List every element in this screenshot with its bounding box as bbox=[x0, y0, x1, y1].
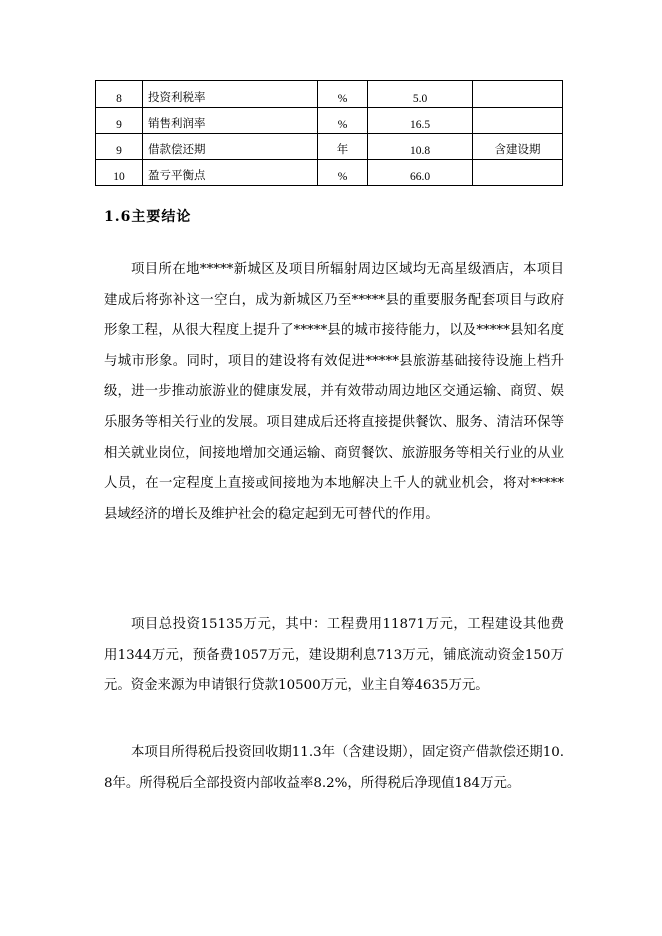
indicator-name-cell: 借款偿还期 bbox=[143, 134, 318, 160]
unit-cell: % bbox=[318, 108, 368, 134]
indicator-name-cell: 盈亏平衡点 bbox=[143, 160, 318, 186]
value-cell: 10.8 bbox=[368, 134, 473, 160]
value-cell: 66.0 bbox=[368, 160, 473, 186]
table-row bbox=[96, 81, 563, 108]
section-heading: 1.6主要结论 bbox=[104, 209, 192, 225]
financial-indicators-table bbox=[95, 80, 563, 186]
payback-paragraph: 本项目所得税后投资回收期11.3年（含建设期），固定资产借款偿还期10.8年。所得税后全部投资内部收益率8.2%，所得税后净现值184万元。 bbox=[104, 745, 564, 791]
row-number-cell: 9 bbox=[96, 134, 143, 160]
note-cell: 含建设期 bbox=[473, 134, 563, 160]
note-cell bbox=[473, 160, 563, 186]
row-number-cell: 8 bbox=[96, 81, 143, 108]
indicator-name-cell: 销售利润率 bbox=[143, 108, 318, 134]
table-row bbox=[96, 108, 563, 134]
table-row bbox=[96, 160, 563, 186]
value-cell: 5.0 bbox=[368, 81, 473, 108]
value-cell: 16.5 bbox=[368, 108, 473, 134]
note-cell bbox=[473, 81, 563, 108]
investment-paragraph: 项目总投资15135万元，其中：工程费用11871万元，工程建设其他费用1344万元，预备费1057万元，建设期利息713万元，铺底流动资金150万元。资金来源为申请银行贷款10500万元，业主自筹4635万元。 bbox=[104, 617, 564, 694]
conclusion-paragraph: 项目所在地*****新城区及项目所辐射周边区域均无高星级酒店，本项目建成后将弥补这一空白，成为新城区乃至*****县的重要服务配套项目与政府形象工程，从很大程度上提升了*****县的城市接待能力，以及*****县知名度与城市形象。同时，项目的建设将有效促进*****县旅游基础接待设施上档升级，进一步推动旅游业的健康发展，并有效带动周边地区交通运输、商贸、娱乐服务等相关行业的发展。项目建成后还将直接提供餐饮、服务、清洁环保等相关就业岗位，间接地增加交通运输、商贸餐饮、旅游服务等相关行业的从业人员，在一定程度上直接或间接地为本地解决上千人的就业机会，将对*****县域经济的增长及维护社会的稳定起到无可替代的作用。 bbox=[104, 262, 564, 522]
row-number-cell: 10 bbox=[96, 160, 143, 186]
row-number-cell: 9 bbox=[96, 108, 143, 134]
indicator-name-cell: 投资利税率 bbox=[143, 81, 318, 108]
table-row bbox=[96, 134, 563, 160]
note-cell bbox=[473, 108, 563, 134]
unit-cell: 年 bbox=[318, 134, 368, 160]
unit-cell: % bbox=[318, 160, 368, 186]
unit-cell: % bbox=[318, 81, 368, 108]
